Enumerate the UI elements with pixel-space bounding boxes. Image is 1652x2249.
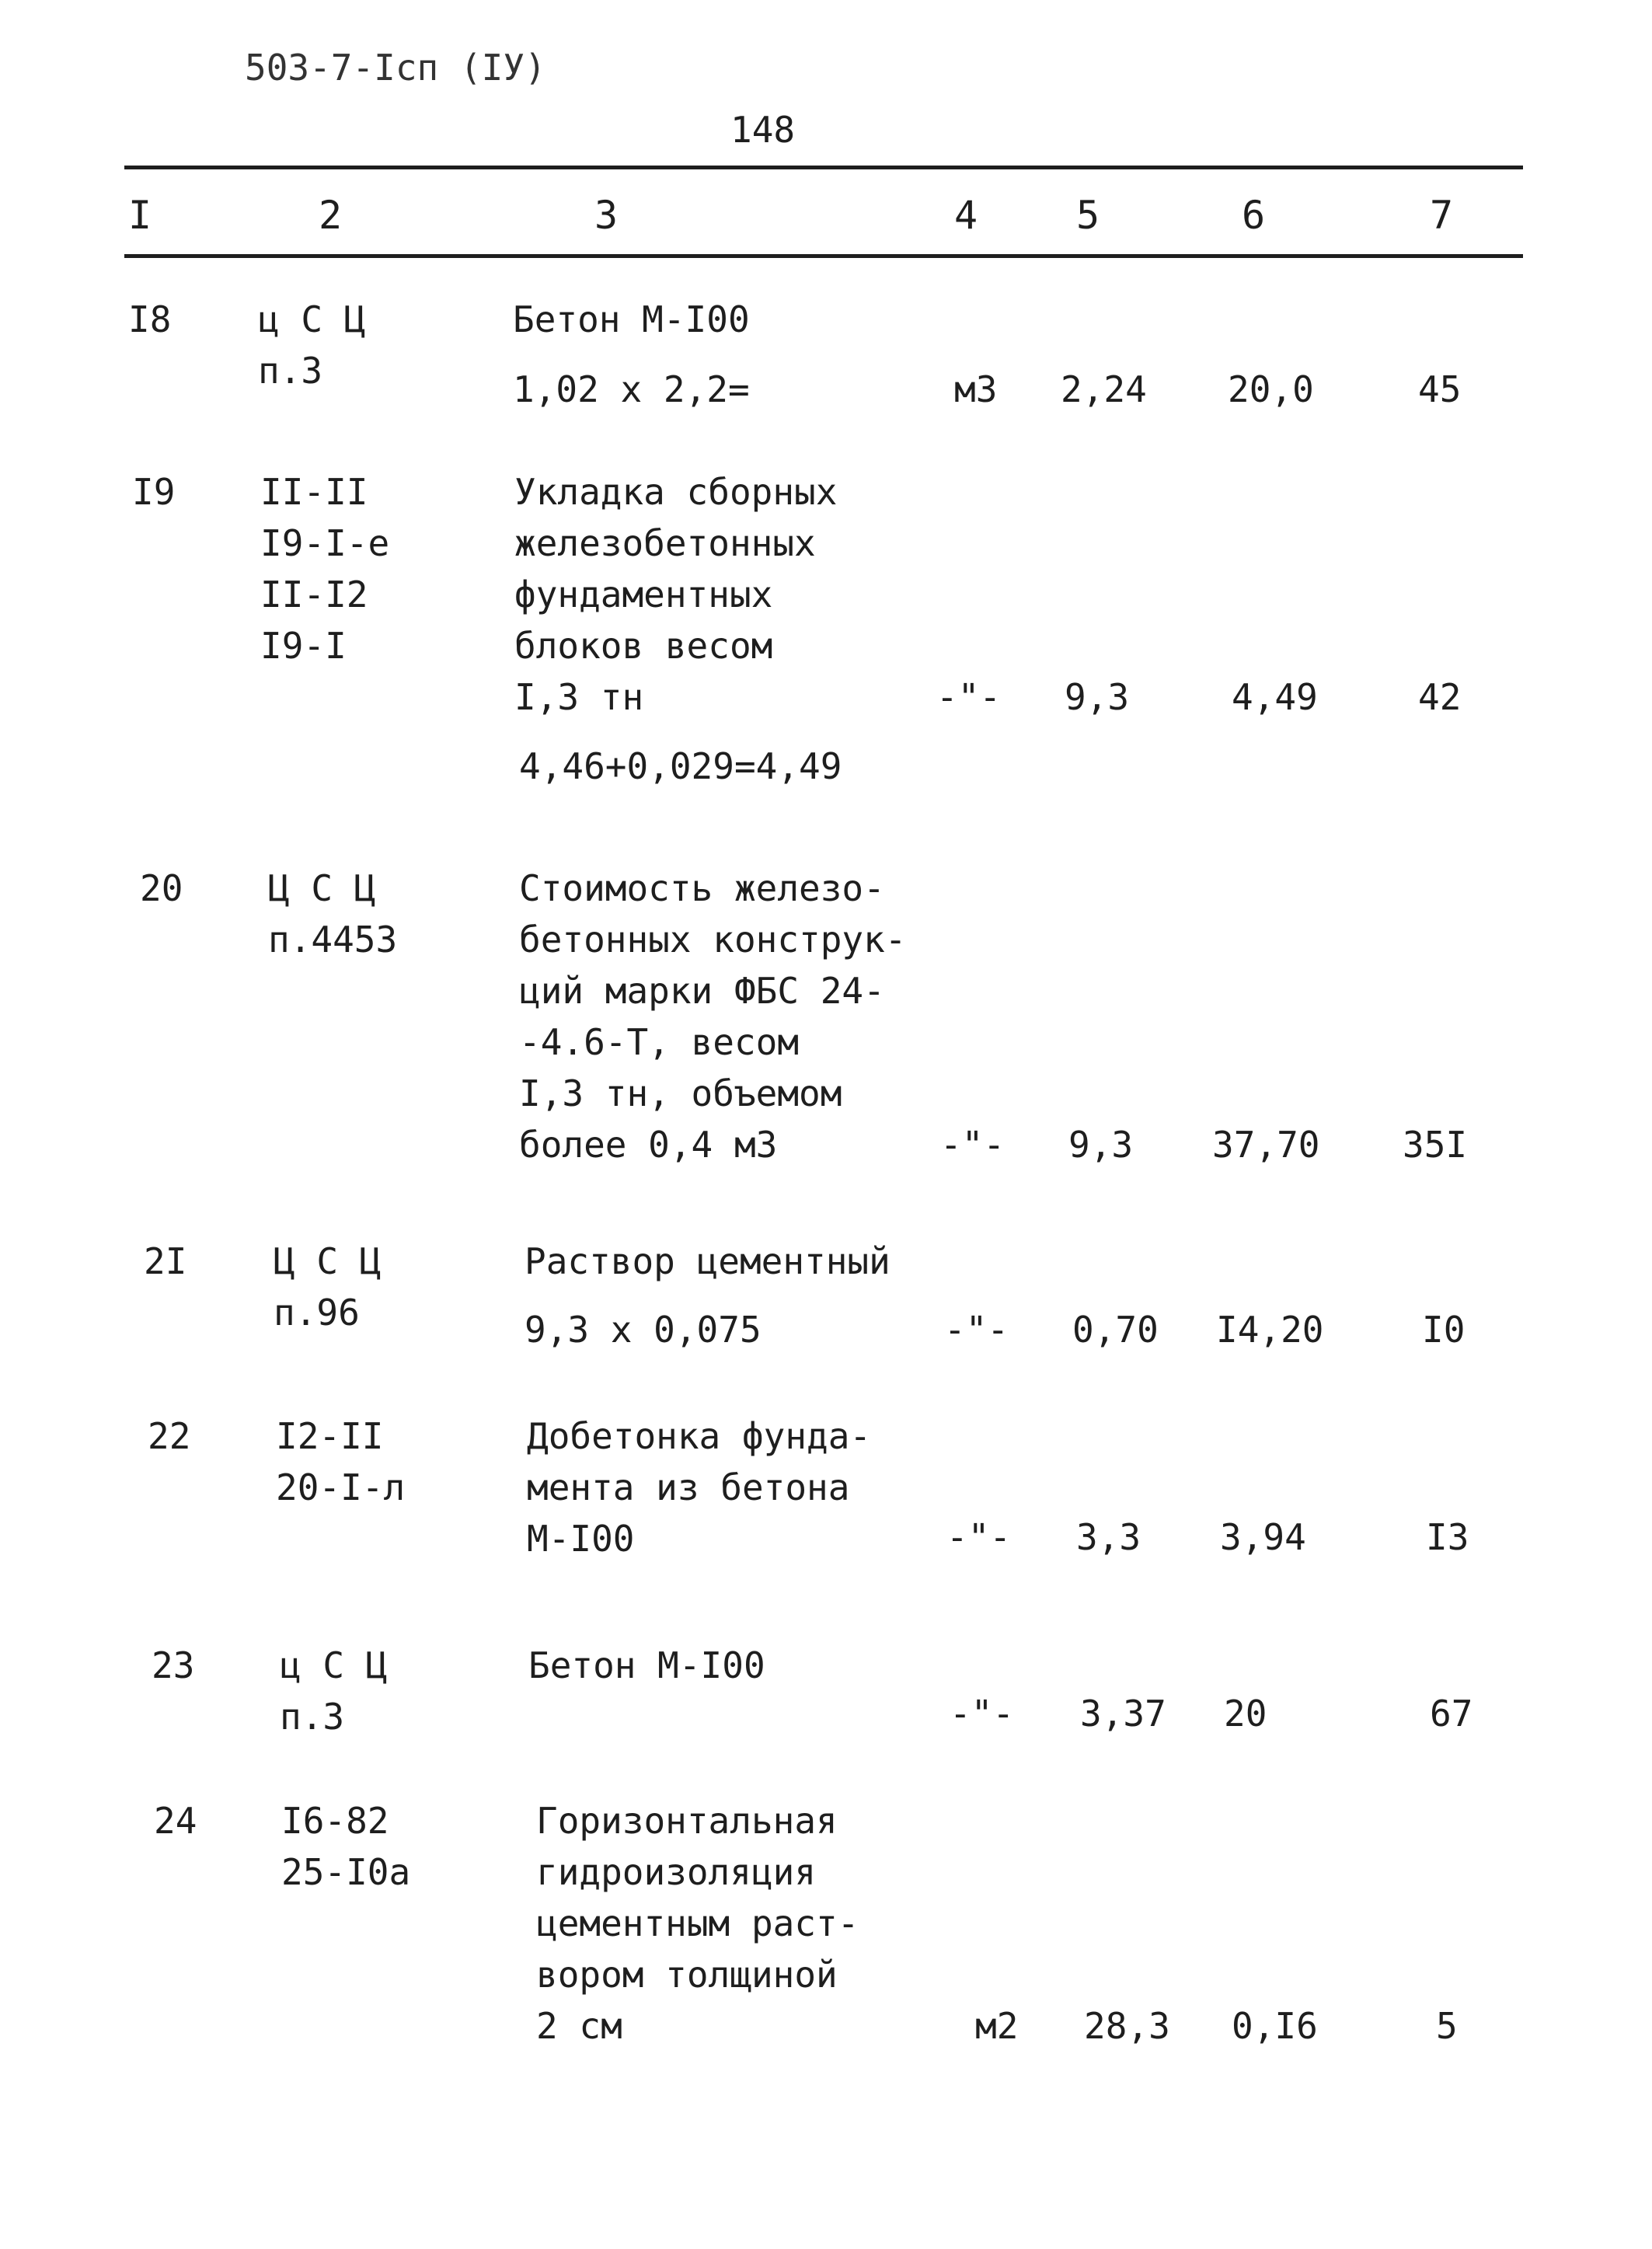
row-unit-price: 4,49 — [1232, 676, 1318, 718]
document-code: 503-7-Iсп (IУ) — [245, 47, 546, 89]
row-number: 22 — [148, 1415, 191, 1457]
header-col-2: 2 — [319, 193, 343, 238]
row-quantity: 28,3 — [1084, 2005, 1170, 2047]
row-number: 20 — [140, 867, 183, 909]
row-unit: м3 — [954, 368, 998, 410]
row-number: 2I — [144, 1240, 187, 1282]
row-calculation: 9,3 х 0,075 — [525, 1309, 762, 1351]
row-reference: Ц С Ц п.4453 — [268, 867, 398, 961]
row-reference: ц С Ц п.3 — [280, 1644, 388, 1738]
row-unit-price: 0,I6 — [1232, 2005, 1318, 2047]
row-unit: -"- — [944, 1309, 1009, 1351]
row-total: 45 — [1418, 368, 1462, 410]
row-unit-price: 20 — [1224, 1693, 1267, 1735]
row-unit-price: 20,0 — [1228, 368, 1314, 410]
row-quantity: 3,3 — [1076, 1516, 1141, 1558]
row-total: 67 — [1430, 1693, 1473, 1735]
header-col-5: 5 — [1076, 193, 1100, 238]
row-reference: Ц С Ц п.96 — [274, 1240, 382, 1334]
row-reference: ц С Ц п.3 — [258, 298, 366, 392]
row-description: Стоимость железо- бетонных конструк- ций марки ФБС 24- -4.6-Т, весом I,3 тн, объемом более 0,4 м3 — [519, 867, 907, 1166]
row-unit-price: 3,94 — [1220, 1516, 1306, 1558]
row-number: I9 — [132, 471, 176, 513]
row-reference: I2-II 20-I-л — [276, 1415, 406, 1508]
row-unit: -"- — [936, 676, 1002, 718]
row-quantity: 9,3 — [1068, 1124, 1134, 1166]
row-quantity: 9,3 — [1065, 676, 1130, 718]
row-reference: I6-82 25-I0а — [281, 1800, 411, 1893]
row-number: 23 — [152, 1644, 195, 1686]
row-calculation: 4,46+0,029=4,49 — [519, 745, 842, 787]
row-description: Раствор цементный — [525, 1240, 890, 1282]
header-col-4: 4 — [954, 193, 978, 238]
row-unit-price: 37,70 — [1212, 1124, 1320, 1166]
table-top-rule — [124, 166, 1523, 169]
row-total: 42 — [1418, 676, 1462, 718]
row-total: I3 — [1426, 1516, 1469, 1558]
row-number: I8 — [128, 298, 172, 340]
row-description: Бетон М-I00 — [513, 298, 750, 340]
table-header-rule — [124, 254, 1523, 258]
page-number: 148 — [730, 109, 796, 151]
row-total: 5 — [1436, 2005, 1458, 2047]
row-unit: м2 — [975, 2005, 1019, 2047]
row-description: Добетонка фунда- мента из бетона М-I00 — [527, 1415, 872, 1560]
row-unit: -"- — [946, 1516, 1012, 1558]
header-col-3: 3 — [594, 193, 619, 238]
row-total: 35I — [1403, 1124, 1468, 1166]
row-quantity: 3,37 — [1080, 1693, 1166, 1735]
row-number: 24 — [154, 1800, 197, 1842]
header-col-6: 6 — [1242, 193, 1266, 238]
row-description: Бетон М-I00 — [528, 1644, 765, 1686]
row-unit: -"- — [940, 1124, 1005, 1166]
header-col-7: 7 — [1430, 193, 1454, 238]
row-quantity: 2,24 — [1061, 368, 1147, 410]
row-unit-price: I4,20 — [1216, 1309, 1324, 1351]
row-description: Укладка сборных железобетонных фундаментных блоков весом I,3 тн — [514, 471, 838, 718]
row-quantity: 0,70 — [1072, 1309, 1159, 1351]
header-col-1: I — [128, 193, 152, 238]
row-unit: -"- — [950, 1693, 1015, 1735]
row-description: Горизонтальная гидроизоляция цементным раст- вором толщиной 2 см — [536, 1800, 859, 2047]
row-reference: II-II I9-I-е II-I2 I9-I — [260, 471, 390, 667]
row-calculation: 1,02 х 2,2= — [513, 368, 750, 410]
row-total: I0 — [1422, 1309, 1466, 1351]
